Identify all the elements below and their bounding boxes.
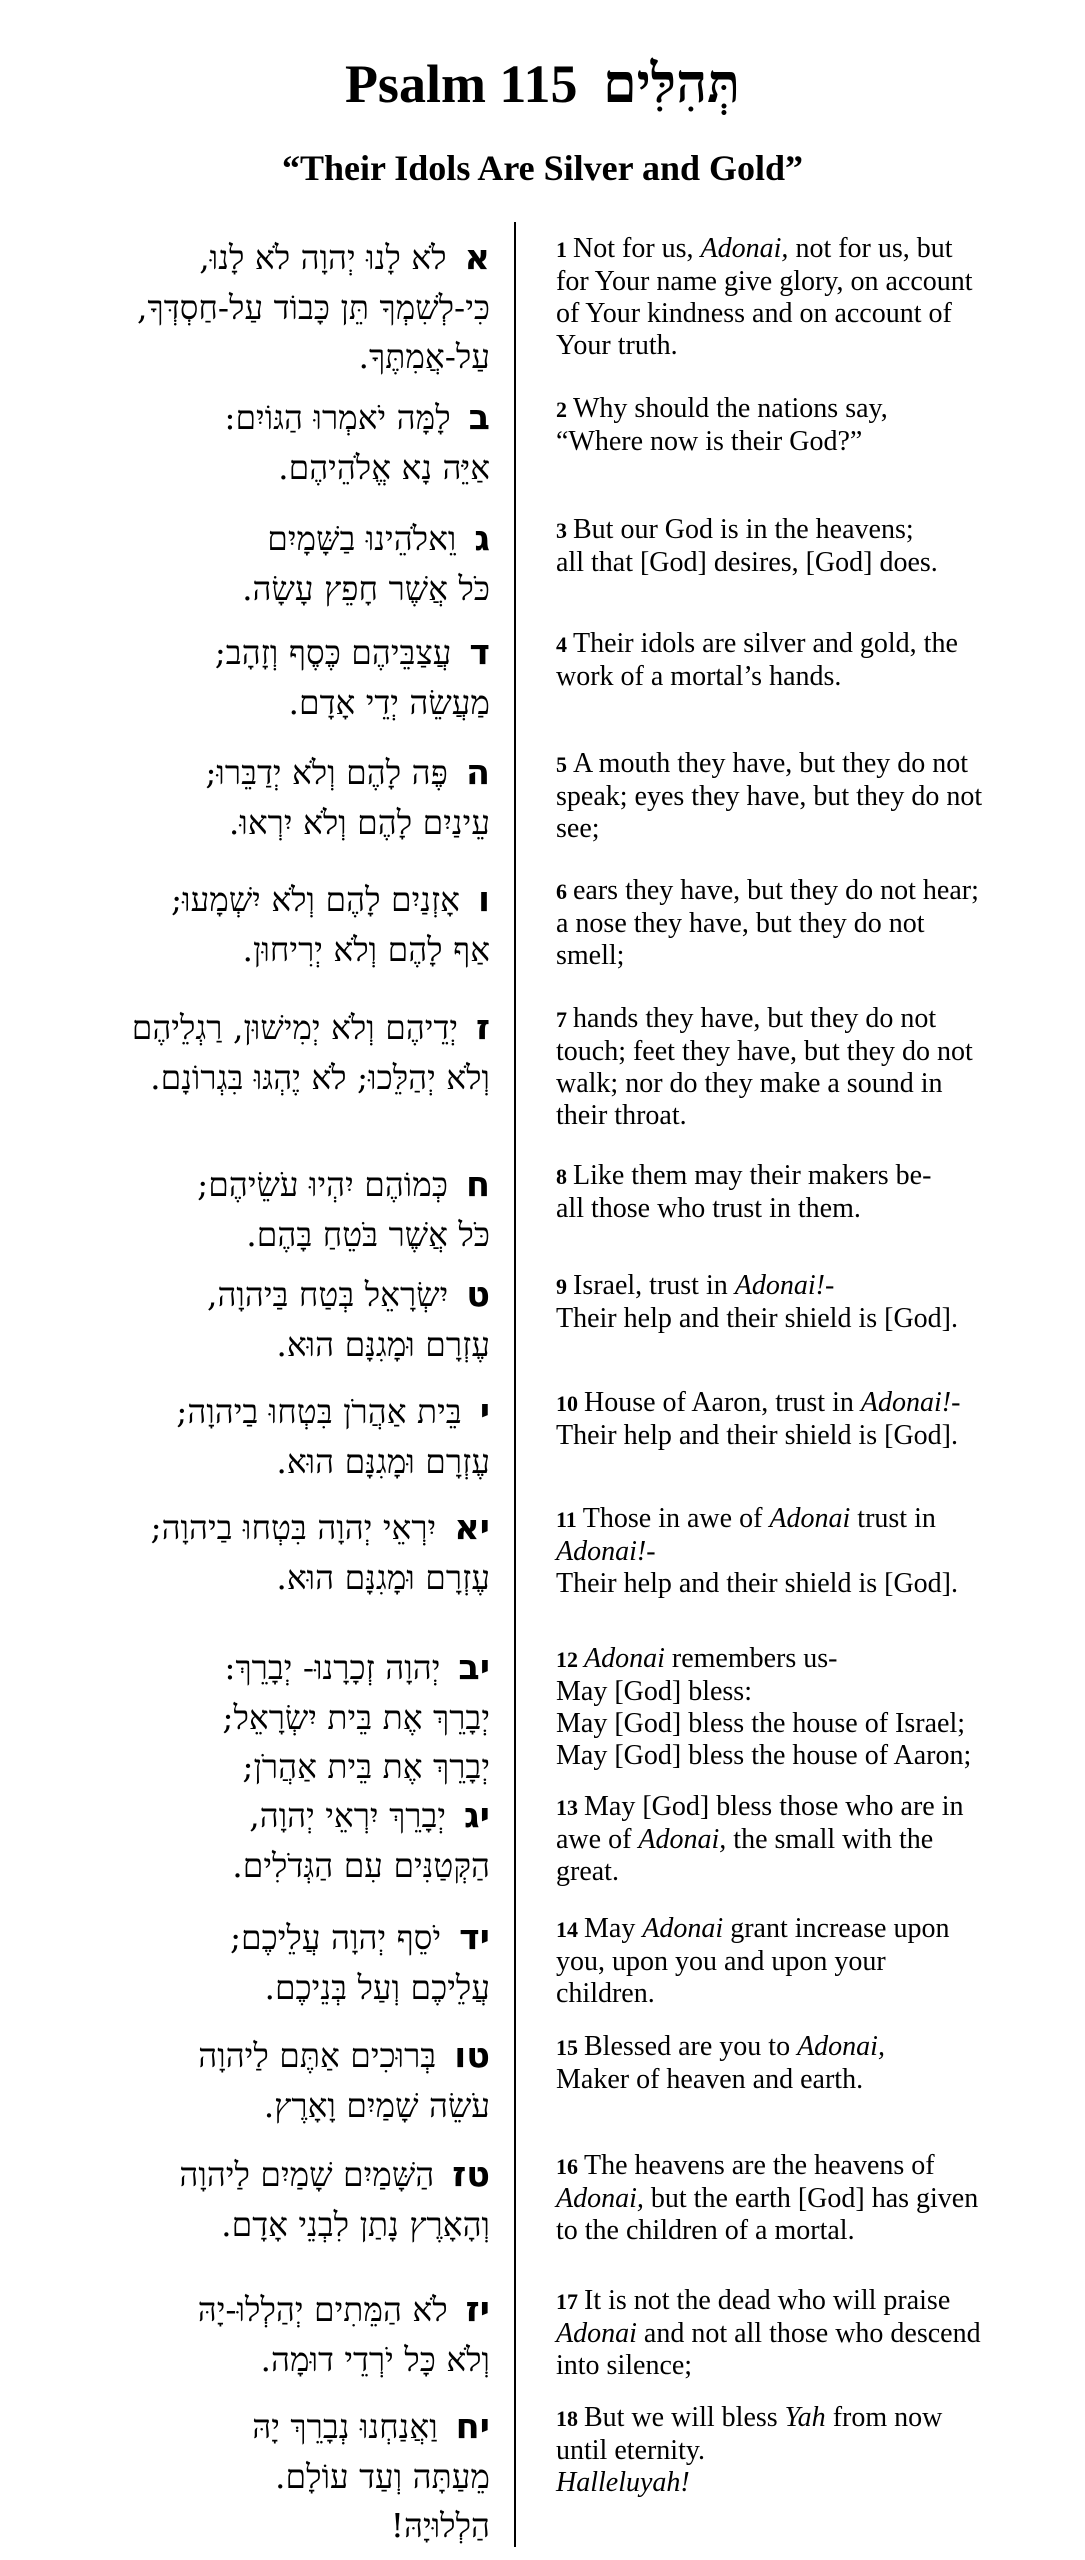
verse-english xyxy=(556,1270,1066,1335)
english-italic-text: Adonai, xyxy=(638,1824,727,1855)
english-text: - xyxy=(951,1387,961,1418)
hebrew-verse-number: ח xyxy=(465,1165,490,1205)
hebrew-text: עֹשֵׂה שָׁמַיִם וָאָרֶץ. xyxy=(263,2086,490,2125)
verse-hebrew xyxy=(24,514,490,613)
verse-hebrew xyxy=(24,1003,490,1102)
english-text: the small with the xyxy=(726,1824,934,1855)
hebrew-verse-number: יז xyxy=(465,2290,490,2330)
hebrew-text: מֵעַתָּה וְעַד עוֹלָם. xyxy=(275,2457,490,2496)
english-italic-text: Yah xyxy=(784,2402,826,2433)
hebrew-text: יְהוָה זְכָרָנוּ- יְבָרֵךְ: xyxy=(224,1648,441,1687)
hebrew-verse-number: יח xyxy=(455,2407,490,2447)
hebrew-verse-number: ט xyxy=(466,1275,490,1315)
english-text: House of Aaron, trust in xyxy=(584,1387,861,1418)
english-text: not for us, but xyxy=(788,233,953,264)
hebrew-text: עֶזְרָם וּמָגִנָּם הוּא. xyxy=(276,1325,490,1364)
hebrew-line xyxy=(24,2335,490,2384)
english-text: Their help and their shield is [God]. xyxy=(556,1420,959,1451)
english-line xyxy=(556,426,1066,458)
english-line xyxy=(556,1643,1066,1676)
english-line xyxy=(556,298,1066,330)
verse-hebrew xyxy=(24,628,490,727)
english-text: May [God] bless: xyxy=(556,1676,752,1707)
hebrew-line xyxy=(24,2501,490,2550)
english-line xyxy=(556,330,1066,362)
hebrew-line xyxy=(24,1003,490,1053)
english-line xyxy=(556,2031,1066,2064)
hebrew-line xyxy=(24,875,490,925)
english-text: Those in awe of xyxy=(582,1503,770,1534)
english-line xyxy=(556,875,1066,908)
english-line xyxy=(556,1160,1066,1193)
hebrew-text: כִּי-לְשִׁמְךָ תֵּן כָּבוֹד עַל-חַסְדְּךָ, xyxy=(137,288,490,327)
english-italic-text: Adonai xyxy=(584,1643,665,1674)
english-verse-number: 3 xyxy=(556,518,567,543)
english-text: all those who trust in them. xyxy=(556,1193,861,1224)
english-text: Israel, trust in xyxy=(573,1270,735,1301)
english-italic-text: Adonai! xyxy=(860,1387,952,1418)
hebrew-line xyxy=(24,798,490,847)
hebrew-line xyxy=(24,283,490,332)
english-line xyxy=(556,2064,1066,2096)
hebrew-line xyxy=(24,393,490,443)
verse-english xyxy=(556,748,1066,845)
english-italic-text: Adonai xyxy=(556,2318,637,2349)
english-text: hands they have, but they do not xyxy=(573,1003,937,1034)
hebrew-text: וְהָאָרֶץ נָתַן לִבְנֵי אָדָם. xyxy=(221,2205,490,2244)
verse-english xyxy=(556,2150,1066,2247)
hebrew-text: בֵּית אַהֲרֹן בִּטְחוּ בַיהוָה; xyxy=(176,1392,462,1431)
english-text: great. xyxy=(556,1856,619,1887)
english-text: children. xyxy=(556,1978,655,2009)
hebrew-text: בְּרוּכִים אַתֶּם לַיהוָה xyxy=(198,2036,437,2075)
english-line xyxy=(556,1824,1066,1856)
english-line xyxy=(556,813,1066,845)
english-verse-number: 2 xyxy=(556,397,567,422)
hebrew-text: יְדֵיהֶם וְלֹא יְמִישׁוּן, רַגְלֵיהֶם xyxy=(131,1008,458,1047)
english-text: of Your kindness and on account of xyxy=(556,298,952,329)
hebrew-line xyxy=(24,1320,490,1369)
english-verse-number: 9 xyxy=(556,1274,567,1299)
hebrew-text: אָזְנַיִם לָהֶם וְלֹא יִשְׁמָעוּ; xyxy=(171,880,460,919)
verse-hebrew xyxy=(24,1791,490,1890)
hebrew-verse-number: ו xyxy=(477,880,490,920)
english-text: Blessed are you to xyxy=(584,2031,798,2062)
english-line xyxy=(556,2150,1066,2183)
hebrew-line xyxy=(24,2452,490,2501)
hebrew-text: יְבָרֵךְ אֶת בֵּית אַהֲרֹן; xyxy=(242,1747,490,1786)
english-verse-number: 8 xyxy=(556,1164,567,1189)
english-verse-number: 7 xyxy=(556,1007,567,1032)
verse-hebrew xyxy=(24,2402,490,2550)
hebrew-verse-number: טז xyxy=(452,2155,490,2195)
english-line xyxy=(556,2402,1066,2435)
english-line xyxy=(556,1791,1066,1824)
title-hebrew: תְּהִלִּים xyxy=(602,51,741,115)
verse-hebrew xyxy=(24,2285,490,2384)
hebrew-text: עֲצַבֵּיהֶם כֶּסֶף וְזָהָב; xyxy=(214,633,452,672)
english-text: remembers us- xyxy=(664,1643,838,1674)
hebrew-text: עֶזְרָם וּמָגִנָּם הוּא. xyxy=(276,1558,490,1597)
hebrew-verse-number: ב xyxy=(468,398,490,438)
verse-hebrew xyxy=(24,1503,490,1602)
hebrew-text: אַף לָהֶם וְלֹא יְרִיחוּן. xyxy=(242,930,490,969)
english-line xyxy=(556,2215,1066,2247)
english-line xyxy=(556,1193,1066,1225)
english-line xyxy=(556,1100,1066,1132)
english-text: Your truth. xyxy=(556,330,678,361)
english-italic-text: Adonai! xyxy=(556,1536,647,1567)
hebrew-text: הַשָּׁמַיִם שָׁמַיִם לַיהוָה xyxy=(179,2155,435,2194)
hebrew-line xyxy=(24,1160,490,1210)
hebrew-line xyxy=(24,1270,490,1320)
hebrew-line xyxy=(24,678,490,727)
verse-hebrew xyxy=(24,233,490,381)
english-text: Like them may their makers be- xyxy=(573,1160,932,1191)
english-text: smell; xyxy=(556,940,625,971)
english-italic-text: Adonai xyxy=(642,1913,724,1944)
english-verse-number: 12 xyxy=(556,1647,578,1672)
hebrew-line xyxy=(24,1913,490,1963)
hebrew-line xyxy=(24,2285,490,2335)
hebrew-line xyxy=(24,628,490,678)
hebrew-text: לֹא לָנוּ יְהוָה לֹא לָנוּ, xyxy=(199,238,447,277)
english-line xyxy=(556,1978,1066,2010)
english-line xyxy=(556,661,1066,693)
english-text: you, upon you and upon your xyxy=(556,1946,886,1977)
english-text: from now xyxy=(825,2402,943,2433)
hebrew-verse-number: ה xyxy=(465,753,490,793)
hebrew-line xyxy=(24,2150,490,2200)
hebrew-verse-number: יג xyxy=(464,1796,490,1836)
english-text: May xyxy=(584,1913,643,1944)
english-text: all that [God] desires, [God] does. xyxy=(556,547,938,578)
english-line xyxy=(556,2285,1066,2318)
english-text: - xyxy=(824,1270,835,1301)
verse-english xyxy=(556,2285,1066,2382)
hebrew-text: וֵאלֹהֵינוּ בַשָּׁמָיִם xyxy=(267,519,457,558)
hebrew-line xyxy=(24,1693,490,1742)
english-italic-text: Adonai! xyxy=(734,1270,825,1301)
hebrew-verse-number: יב xyxy=(458,1648,490,1688)
hebrew-verse-number: ג xyxy=(474,519,490,559)
english-line xyxy=(556,514,1066,547)
english-line xyxy=(556,1270,1066,1303)
english-text: Their idols are silver and gold, the xyxy=(573,628,958,659)
english-text: Not for us, xyxy=(573,233,701,264)
english-text: May [God] bless those who are in xyxy=(584,1791,964,1822)
english-text: But our God is in the heavens; xyxy=(573,514,914,545)
verse-english xyxy=(556,233,1066,362)
hebrew-text: וַאֲנַחְנוּ נְבָרֵךְ יָהּ xyxy=(252,2407,438,2446)
hebrew-line xyxy=(24,1210,490,1259)
hebrew-text: הַלְלוּיָהּ! xyxy=(390,2506,490,2545)
verse-english xyxy=(556,628,1066,693)
english-verse-number: 1 xyxy=(556,237,567,262)
hebrew-text: כֹּל אֲשֶׁר חָפֵץ עָשָׂה. xyxy=(242,569,490,608)
hebrew-line xyxy=(24,2081,490,2130)
hebrew-text: אַיֵּה נָא אֱלֹהֵיהֶם. xyxy=(278,448,490,487)
english-line xyxy=(556,1708,1066,1740)
hebrew-line xyxy=(24,443,490,492)
english-text: speak; eyes they have, but they do not xyxy=(556,781,983,812)
hebrew-line xyxy=(24,1503,490,1553)
english-line xyxy=(556,1068,1066,1100)
english-line xyxy=(556,1503,1066,1536)
english-text: into silence; xyxy=(556,2350,693,2381)
hebrew-line xyxy=(24,332,490,381)
english-line xyxy=(556,748,1066,781)
hebrew-verse-number: יד xyxy=(459,1918,490,1958)
english-text: but the earth [God] has given xyxy=(643,2183,979,2214)
english-text: to the children of a mortal. xyxy=(556,2215,855,2246)
english-text: Their help and their shield is [God]. xyxy=(556,1568,959,1599)
verse-english xyxy=(556,2031,1066,2096)
hebrew-verse-number: י xyxy=(479,1392,490,1432)
english-text: walk; nor do they make a sound in xyxy=(556,1068,943,1099)
verse-hebrew xyxy=(24,1643,490,1791)
english-italic-text: Adonai, xyxy=(556,2183,644,2214)
english-line xyxy=(556,1003,1066,1036)
english-text: ears they have, but they do not hear; xyxy=(573,875,979,906)
hebrew-text: יְבָרֵךְ יִרְאֵי יְהוָה, xyxy=(249,1796,447,1835)
english-line xyxy=(556,1740,1066,1772)
english-verse-number: 11 xyxy=(556,1507,577,1532)
hebrew-text: כֹּל אֲשֶׁר בֹּטֵחַ בָּהֶם. xyxy=(246,1215,490,1254)
verse-english xyxy=(556,1643,1066,1772)
hebrew-text: לָמָּה יֹאמְרוּ הַגּוֹיִם: xyxy=(224,398,451,437)
hebrew-line xyxy=(24,1963,490,2012)
verse-hebrew xyxy=(24,1913,490,2012)
hebrew-text: מַעֲשֵׂה יְדֵי אָדָם. xyxy=(288,683,490,722)
verse-hebrew xyxy=(24,2031,490,2130)
verse-english xyxy=(556,1003,1066,1132)
verse-hebrew xyxy=(24,393,490,492)
english-text: grant increase upon xyxy=(723,1913,950,1944)
english-line xyxy=(556,781,1066,813)
english-line xyxy=(556,233,1066,266)
english-text: trust in xyxy=(850,1503,936,1534)
verse-hebrew xyxy=(24,875,490,974)
english-text: It is not the dead who will praise xyxy=(584,2285,951,2316)
english-text: and not all those who descend xyxy=(636,2318,981,2349)
hebrew-line xyxy=(24,925,490,974)
english-line xyxy=(556,2318,1066,2350)
verse-english xyxy=(556,1503,1066,1600)
english-verse-number: 10 xyxy=(556,1391,578,1416)
english-italic-text: Adonai, xyxy=(700,233,789,264)
hebrew-text: לֹא הַמֵּתִים יְהַלְלוּ-יָהּ xyxy=(197,2290,448,2329)
english-verse-number: 5 xyxy=(556,752,567,777)
hebrew-text: כְּמוֹהֶם יִהְיוּ עֹשֵׂיהֶם; xyxy=(197,1165,448,1204)
english-line xyxy=(556,1568,1066,1600)
english-line xyxy=(556,1676,1066,1708)
verse-hebrew xyxy=(24,1270,490,1369)
verse-english xyxy=(556,1913,1066,2010)
english-line xyxy=(556,1946,1066,1978)
english-text: touch; feet they have, but they do not xyxy=(556,1036,973,1067)
english-italic-text: Halleluyah! xyxy=(556,2467,690,2498)
hebrew-line xyxy=(24,1053,490,1102)
verse-english xyxy=(556,393,1066,458)
hebrew-line xyxy=(24,2402,490,2452)
english-line xyxy=(556,2350,1066,2382)
english-verse-number: 15 xyxy=(556,2035,578,2060)
hebrew-text: פֶּה לָהֶם וְלֹא יְדַבֵּרוּ; xyxy=(205,753,448,792)
verse-hebrew xyxy=(24,2150,490,2249)
verse-hebrew xyxy=(24,1387,490,1486)
hebrew-line xyxy=(24,1643,490,1693)
english-line xyxy=(556,393,1066,426)
hebrew-line xyxy=(24,1387,490,1437)
english-text: Maker of heaven and earth. xyxy=(556,2064,864,2095)
english-line xyxy=(556,1856,1066,1888)
english-line xyxy=(556,1536,1066,1568)
english-text: awe of xyxy=(556,1824,639,1855)
english-line xyxy=(556,2183,1066,2215)
hebrew-line xyxy=(24,233,490,283)
english-verse-number: 17 xyxy=(556,2289,578,2314)
hebrew-line xyxy=(24,564,490,613)
page-subtitle: “Their Idols Are Silver and Gold” xyxy=(281,148,804,188)
verse-hebrew xyxy=(24,748,490,847)
hebrew-text: עֵינַיִם לָהֶם וְלֹא יִרְאוּ. xyxy=(228,803,490,842)
hebrew-text: יֹסֵף יְהוָה עֲלֵיכֶם; xyxy=(229,1918,442,1957)
hebrew-text: עֲלֵיכֶם וְעַל בְּנֵיכֶם. xyxy=(264,1968,490,2007)
english-text: - xyxy=(646,1536,656,1567)
hebrew-text: יִשְׂרָאֵל בְּטַח בַּיהוָה, xyxy=(206,1275,449,1314)
verse-english xyxy=(556,1160,1066,1225)
verse-english xyxy=(556,514,1066,579)
title-english: Psalm 115 xyxy=(344,54,578,114)
english-text: until eternity. xyxy=(556,2435,706,2466)
english-text: May [God] bless the house of Aaron; xyxy=(556,1740,972,1771)
hebrew-text: וְלֹא יְהַלֵּכוּ; לֹא יֶהְגּוּ בִּגְרוֹנָם. xyxy=(150,1058,490,1097)
hebrew-line xyxy=(24,1437,490,1486)
hebrew-verse-number: א xyxy=(464,238,490,278)
english-text: Their help and their shield is [God]. xyxy=(556,1303,959,1334)
english-text: May [God] bless the house of Israel; xyxy=(556,1708,966,1739)
english-verse-number: 18 xyxy=(556,2406,578,2431)
hebrew-verse-number: טו xyxy=(454,2036,490,2076)
english-line xyxy=(556,628,1066,661)
hebrew-text: יִרְאֵי יְהוָה בִּטְחוּ בַיהוָה; xyxy=(150,1508,437,1547)
hebrew-line xyxy=(24,748,490,798)
hebrew-line xyxy=(24,1742,490,1791)
english-text: The heavens are the heavens of xyxy=(584,2150,935,2181)
english-line xyxy=(556,1913,1066,1946)
english-line xyxy=(556,2435,1066,2467)
verse-english xyxy=(556,2402,1066,2499)
hebrew-verse-number: ד xyxy=(469,633,490,673)
english-line xyxy=(556,1387,1066,1420)
english-verse-number: 14 xyxy=(556,1917,578,1942)
hebrew-line xyxy=(24,2031,490,2081)
english-verse-number: 16 xyxy=(556,2154,578,2179)
english-line xyxy=(556,266,1066,298)
hebrew-line xyxy=(24,1553,490,1602)
english-verse-number: 13 xyxy=(556,1795,578,1820)
hebrew-text: עַל-אֲמִתֶּךָ. xyxy=(358,337,490,376)
english-line xyxy=(556,2467,1066,2499)
hebrew-line xyxy=(24,2200,490,2249)
english-text: a nose they have, but they do not xyxy=(556,908,925,939)
english-text: see; xyxy=(556,813,600,844)
verse-english xyxy=(556,1387,1066,1452)
english-line xyxy=(556,908,1066,940)
english-text: But we will bless xyxy=(584,2402,785,2433)
verse-hebrew xyxy=(24,1160,490,1259)
hebrew-line xyxy=(24,1791,490,1841)
english-text: Why should the nations say, xyxy=(573,393,888,424)
english-italic-text: Adonai, xyxy=(797,2031,885,2062)
hebrew-text: עֶזְרָם וּמָגִנָּם הוּא. xyxy=(276,1442,490,1481)
hebrew-text: וְלֹא כָּל יֹרְדֵי דוּמָה. xyxy=(260,2340,490,2379)
hebrew-line xyxy=(24,1841,490,1890)
english-text: “Where now is their God?” xyxy=(556,426,863,457)
hebrew-text: הַקְּטַנִּים עִם הַגְּדֹלִים. xyxy=(232,1846,490,1885)
english-verse-number: 6 xyxy=(556,879,567,904)
english-line xyxy=(556,940,1066,972)
verse-english xyxy=(556,875,1066,972)
english-line xyxy=(556,1303,1066,1335)
english-text: their throat. xyxy=(556,1100,687,1131)
english-verse-number: 4 xyxy=(556,632,567,657)
english-line xyxy=(556,1036,1066,1068)
english-line xyxy=(556,1420,1066,1452)
hebrew-text: יְבָרֵךְ אֶת בֵּית יִשְׂרָאֵל; xyxy=(222,1698,490,1737)
english-italic-text: Adonai xyxy=(769,1503,851,1534)
hebrew-line xyxy=(24,514,490,564)
english-text: A mouth they have, but they do not xyxy=(573,748,969,779)
hebrew-verse-number: ז xyxy=(475,1008,490,1048)
english-line xyxy=(556,547,1066,579)
verse-english xyxy=(556,1791,1066,1888)
english-text: for Your name give glory, on account xyxy=(556,266,973,297)
english-text: work of a mortal’s hands. xyxy=(556,661,842,692)
hebrew-verse-number: יא xyxy=(454,1508,490,1548)
